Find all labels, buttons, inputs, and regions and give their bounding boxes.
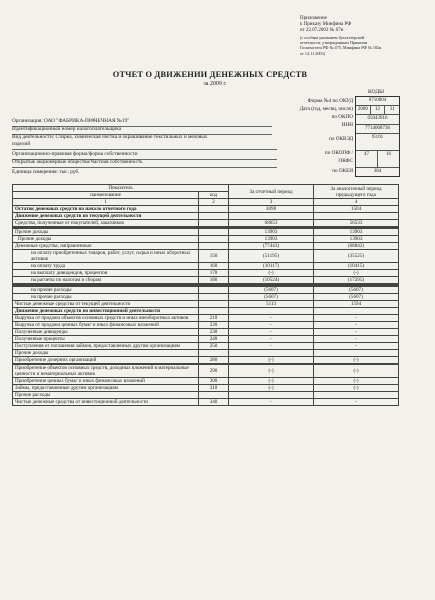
row-code: 280 <box>199 357 229 364</box>
okopf-label: по ОКОПФ / <box>324 150 353 156</box>
row-current-value: 3098 <box>229 206 314 213</box>
appendix-line: от 22.07.2003 № 67н <box>300 28 344 34</box>
codes-box <box>355 96 400 177</box>
inn-code: 7714008736 <box>356 124 399 133</box>
row-previous-value: - <box>314 322 399 329</box>
appendix-small-line: (с особым указанием бухгалтерской <box>300 34 365 40</box>
okpo-code: 05043916 <box>356 114 399 123</box>
row-code <box>199 308 229 315</box>
row-name: Прочие доходы <box>13 236 199 243</box>
row-previous-value: (-) <box>314 378 399 385</box>
row-previous-value: (68842) <box>314 243 399 250</box>
okpo-label: по ОКПО <box>331 114 353 120</box>
row-code: 340 <box>199 399 229 406</box>
table-row <box>13 315 399 322</box>
row-name: Чистые денежные средства от инвестиционной деятельности <box>13 399 199 406</box>
row-current-value: (-) <box>229 270 314 277</box>
table-row <box>13 220 399 227</box>
row-code <box>199 287 229 294</box>
row-previous-value: 13903 <box>314 229 399 236</box>
ownership-line <box>12 159 277 168</box>
form-label: Форма №4 по ОКУД <box>307 98 353 104</box>
appendix-line: к Приказу Минфина РФ <box>300 22 352 28</box>
row-current-value: 13903 <box>229 229 314 236</box>
table-row <box>13 277 399 284</box>
legal-form-label: Организационно-правовая форма/форма собственности <box>12 151 138 157</box>
row-previous-value: - <box>314 399 399 406</box>
row-current-value: 68653 <box>229 220 314 227</box>
row-current-value <box>229 392 314 399</box>
row-current-value: 5113 <box>229 301 314 308</box>
row-code: 170 <box>199 270 229 277</box>
date-day: 31 <box>384 106 399 114</box>
row-previous-value <box>314 308 399 315</box>
row-code <box>199 206 229 213</box>
table-row <box>13 287 399 294</box>
row-code <box>199 229 229 236</box>
row-previous-value: (-) <box>314 357 399 364</box>
table-row <box>13 206 399 213</box>
taxpayer-label: Идентификационный номер налогоплательщика <box>12 126 122 132</box>
row-current-value: - <box>229 315 314 322</box>
row-previous-value: 1504 <box>314 206 399 213</box>
colnum: 4 <box>314 199 399 206</box>
row-previous-value: (35525) <box>314 250 399 263</box>
row-name: Прочие доходы <box>13 229 199 236</box>
report-date <box>356 105 399 114</box>
table-row <box>13 308 399 315</box>
okopf-okfs-codes <box>356 150 399 167</box>
row-previous-value: (-) <box>314 365 399 378</box>
row-code: 250 <box>199 343 229 350</box>
table-row <box>13 250 399 263</box>
header-previous: За аналогичный период предыдущего года <box>314 185 399 199</box>
table-row <box>13 336 399 343</box>
table-row <box>13 236 399 243</box>
table-row <box>13 343 399 350</box>
table-row <box>13 263 399 270</box>
appendix-small-line: от 14.11.2003) <box>300 50 325 56</box>
okud-code: 0710004 <box>368 98 387 103</box>
date-label: Дата (год, месяц, число) <box>299 106 353 112</box>
table-row <box>13 301 399 308</box>
row-name: Приобретение ценных бумаг и иных финансовых вложений <box>13 378 199 385</box>
header-name: наименование <box>13 192 199 199</box>
row-name: Чистые денежные средства от текущей деятельности <box>13 301 199 308</box>
row-current-value: (-) <box>229 365 314 378</box>
row-previous-value: - <box>314 343 399 350</box>
row-previous-value: (17295) <box>314 277 399 284</box>
row-name: Движение денежных средств по инвестиционной деятельности <box>13 308 199 315</box>
row-name: Средства, полученные от покупателей, заказчиков <box>13 220 199 227</box>
row-code: 180 <box>199 277 229 284</box>
okved-label: по ОКВЭД <box>329 136 353 142</box>
row-previous-value: (10415) <box>314 263 399 270</box>
row-code: 290 <box>199 365 229 378</box>
inn-label: ИНН <box>341 122 353 128</box>
row-code <box>199 392 229 399</box>
row-current-value: - <box>229 329 314 336</box>
table-row <box>13 357 399 364</box>
row-current-value: (-) <box>229 385 314 392</box>
activity-text-2: изделий <box>12 141 31 147</box>
activity-text: Вид деятельности: Стирка, химическая чистка и окрашивание текстильных и меховых <box>12 134 208 140</box>
row-name: Движение денежных средств по текущей деятельности <box>13 213 199 220</box>
table-row <box>13 350 399 357</box>
table-row <box>13 213 399 220</box>
row-name: Прочие доходы <box>13 350 199 357</box>
activity-line-2 <box>12 141 277 150</box>
row-previous-value <box>314 392 399 399</box>
table-row <box>13 243 399 250</box>
row-name: Денежные средства, направленные: <box>13 243 199 250</box>
row-name: на прочие расходы <box>13 294 199 301</box>
column-number-row <box>13 199 399 206</box>
okopf-code: 47 <box>364 151 369 157</box>
row-name: Выручка от продажи объектов основных средств и иных внеоборотных активов <box>13 315 199 322</box>
appendix-small-line: Госкомстата РФ № 475, Минфина РФ № 102н <box>300 45 382 51</box>
date-year: 2009 <box>357 107 368 113</box>
table-row <box>13 385 399 392</box>
row-code: 310 <box>199 385 229 392</box>
okfs-label: ОКФС <box>338 158 353 164</box>
row-name: Полученные проценты <box>13 336 199 343</box>
table-row <box>13 229 399 236</box>
ownership-text: Открытые акционерные общества/Частная собственность <box>12 159 143 165</box>
row-name: Полученные дивиденды <box>13 329 199 336</box>
row-current-value <box>229 213 314 220</box>
row-code: 160 <box>199 263 229 270</box>
row-current-value: 13903 <box>229 236 314 243</box>
row-code: 300 <box>199 378 229 385</box>
row-previous-value <box>314 213 399 220</box>
colnum: 3 <box>229 199 314 206</box>
row-current-value: (10117) <box>229 263 314 270</box>
row-name: на выплату дивидендов, процентов <box>13 270 199 277</box>
table-row <box>13 378 399 385</box>
row-previous-value: 1594 <box>314 301 399 308</box>
row-name: Займы, предоставленные другим организациям <box>13 385 199 392</box>
row-previous-value: 56533 <box>314 220 399 227</box>
row-current-value: (77443) <box>229 243 314 250</box>
row-previous-value: 13903 <box>314 236 399 243</box>
appendix-small-line: отчетности, утвержденным Приказом <box>300 40 368 46</box>
row-current-value: - <box>229 322 314 329</box>
header-indicator: Показатель <box>13 185 229 192</box>
report-title: ОТЧЕТ О ДВИЖЕНИИ ДЕНЕЖНЫХ СРЕДСТВ <box>112 70 308 79</box>
row-code: 150 <box>199 250 229 263</box>
organization-name: Организация: ОАО "ФАБРИКА-ПРАЧЕЧНАЯ №19" <box>12 118 130 124</box>
row-code <box>199 243 229 250</box>
row-code <box>199 301 229 308</box>
row-code <box>199 220 229 227</box>
row-code: 210 <box>199 315 229 322</box>
row-current-value: (10524) <box>229 277 314 284</box>
table-row <box>13 270 399 277</box>
okved-code: 93.01 <box>356 133 399 150</box>
row-name: Прочие расходы <box>13 392 199 399</box>
row-previous-value: (5607) <box>314 294 399 301</box>
row-previous-value: (5607) <box>314 287 399 294</box>
cash-flow-table <box>12 184 399 406</box>
colnum: 2 <box>199 199 229 206</box>
header-current: За отчетный период <box>229 185 314 199</box>
header-code: код <box>199 192 229 199</box>
row-current-value: - <box>229 336 314 343</box>
row-previous-value <box>314 350 399 357</box>
row-current-value: (51195) <box>229 250 314 263</box>
row-name: на прочие расходы <box>13 287 199 294</box>
row-code: 240 <box>199 336 229 343</box>
row-current-value: (-) <box>229 378 314 385</box>
row-previous-value: (-) <box>314 385 399 392</box>
unit-line <box>12 169 277 177</box>
row-previous-value: - <box>314 329 399 336</box>
row-previous-value: - <box>314 315 399 322</box>
row-current-value: (5607) <box>229 294 314 301</box>
table-row <box>13 322 399 329</box>
table-row <box>13 294 399 301</box>
row-code: 230 <box>199 329 229 336</box>
row-code: 220 <box>199 322 229 329</box>
table-row <box>13 392 399 399</box>
row-name: Поступления от погашения займов, предоставленных другим организациям <box>13 343 199 350</box>
row-current-value: (5607) <box>229 287 314 294</box>
row-name: Выручка от продажи ценных бумаг и иных финансовых вложений <box>13 322 199 329</box>
row-name: Приобретение дочерних организаций <box>13 357 199 364</box>
okfs-code: 16 <box>377 151 399 167</box>
report-period: за 2009 г. <box>203 81 227 87</box>
okei-label: по ОКЕИ <box>332 168 353 174</box>
table-row <box>13 365 399 378</box>
row-name: на оплату приобретенных товаров, работ, услуг, сырья и иных оборотных активов <box>13 250 199 263</box>
row-code <box>199 294 229 301</box>
table-row <box>13 329 399 336</box>
row-previous-value: (-) <box>314 270 399 277</box>
row-current-value: - <box>229 343 314 350</box>
row-name: на расчеты по налогам и сборам <box>13 277 199 284</box>
date-month: 12 <box>370 106 385 114</box>
codes-header: КОДЫ <box>367 89 385 95</box>
table-header-row <box>13 185 399 192</box>
row-previous-value: - <box>314 336 399 343</box>
colnum: 1 <box>13 199 199 206</box>
row-code <box>199 350 229 357</box>
okei-code: 384 <box>356 167 399 176</box>
row-code <box>199 236 229 243</box>
appendix-note <box>300 16 428 56</box>
row-current-value: (-) <box>229 357 314 364</box>
table-row <box>13 399 399 406</box>
row-current-value <box>229 308 314 315</box>
row-current-value <box>229 350 314 357</box>
appendix-line: Приложение <box>300 16 327 21</box>
row-code <box>199 213 229 220</box>
row-name: Приобретение объектов основных средств, доходных вложений в материальные ценности и нематериальных активов <box>13 365 199 378</box>
unit-text: Единица измерения: тыс. руб. <box>12 169 80 175</box>
row-name: Остаток денежных средств на начало отчетного года <box>13 206 199 213</box>
row-current-value: - <box>229 399 314 406</box>
row-name: на оплату труда <box>13 263 199 270</box>
